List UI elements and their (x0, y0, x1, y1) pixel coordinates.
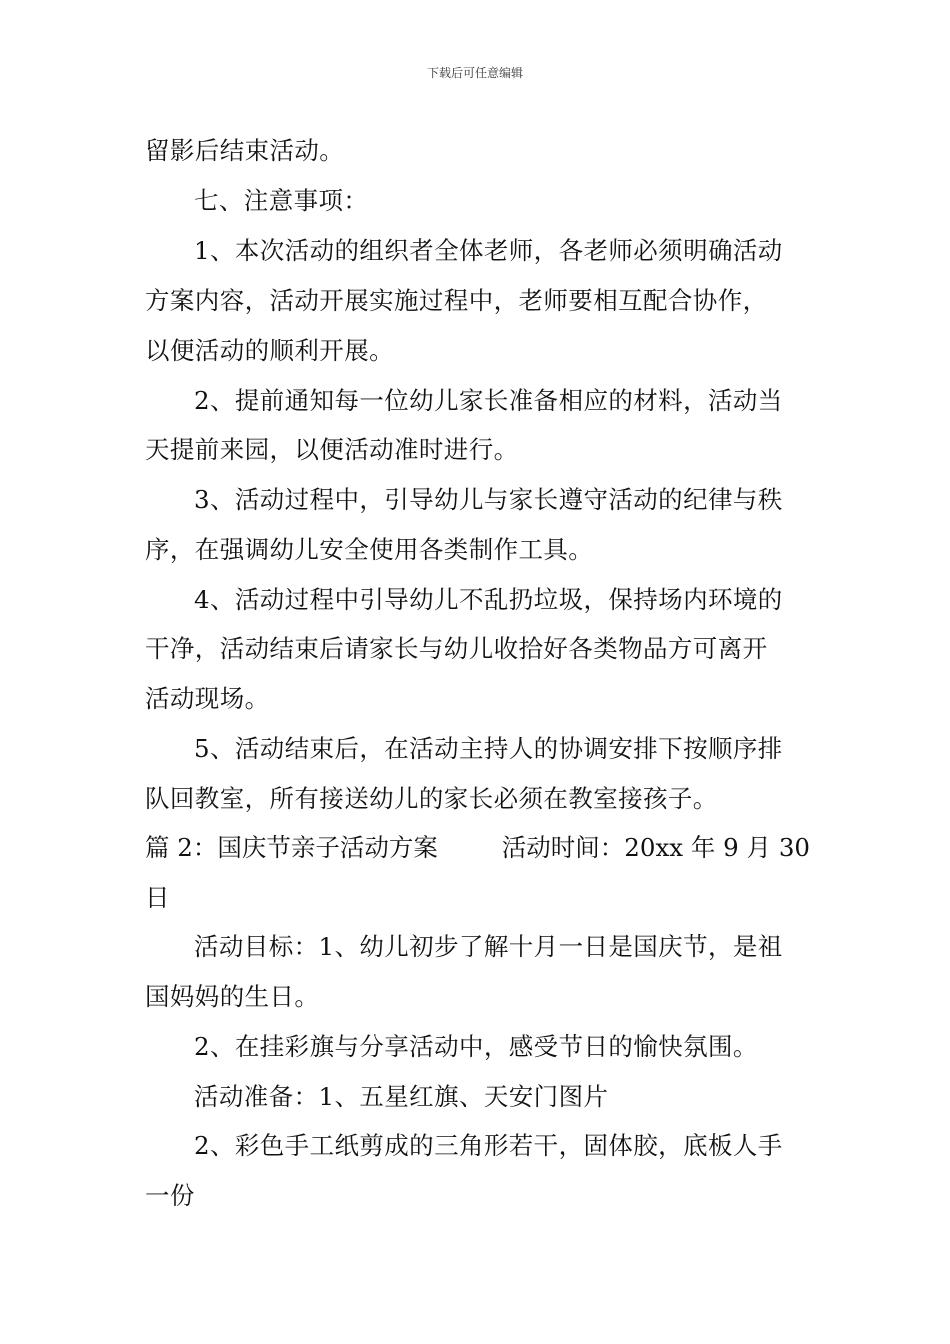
paragraph-line: 序，在强调幼儿安全使用各类制作工具。 (145, 535, 594, 564)
paragraph-line: 4、活动过程中引导幼儿不乱扔垃圾，保持场内环境的 (194, 585, 783, 614)
paragraph-line: 3、活动过程中，引导幼儿与家长遵守活动的纪律与秩 (194, 485, 783, 514)
paragraph-line: 日 (145, 883, 170, 912)
paragraph-line: 活动准备：1、五星红旗、天安门图片 (194, 1082, 609, 1111)
paragraph-line: 2、在挂彩旗与分享活动中，感受节日的愉快氛围。 (194, 1032, 758, 1061)
section2-time: 活动时间：20xx 年 9 月 30 (501, 833, 810, 862)
paragraph-line: 方案内容，活动开展实施过程中，老师要相互配合协作， (145, 286, 768, 315)
paragraph-line: 1、本次活动的组织者全体老师，各老师必须明确活动 (194, 236, 783, 265)
paragraph-line: 2、彩色手工纸剪成的三角形若干，固体胶，底板人手 (194, 1131, 783, 1160)
paragraph-line: 留影后结束活动。 (145, 136, 345, 165)
paragraph-line: 5、活动结束后，在活动主持人的协调安排下按顺序排 (194, 734, 783, 763)
section2-title: 篇 2：国庆节亲子活动方案 (145, 833, 438, 862)
paragraph-line: 2、提前通知每一位幼儿家长准备相应的材料，活动当 (194, 386, 783, 415)
paragraph-line: 天提前来园，以便活动准时进行。 (145, 435, 519, 464)
paragraph-line: 以便活动的顺利开展。 (145, 336, 394, 365)
paragraph-line: 一份 (145, 1181, 195, 1210)
page-header: 下载后可任意编辑 (426, 66, 523, 80)
paragraph-line: 干净，活动结束后请家长与幼儿收拾好各类物品方可离开 (145, 634, 768, 663)
section-heading: 七、注意事项： (194, 186, 369, 215)
paragraph-line: 国妈妈的生日。 (145, 982, 320, 1011)
paragraph-line: 队回教室，所有接送幼儿的家长必须在教室接孩子。 (145, 784, 718, 813)
paragraph-line: 活动目标：1、幼儿初步了解十月一日是国庆节，是祖 (194, 932, 783, 961)
paragraph-line: 活动现场。 (145, 684, 270, 713)
